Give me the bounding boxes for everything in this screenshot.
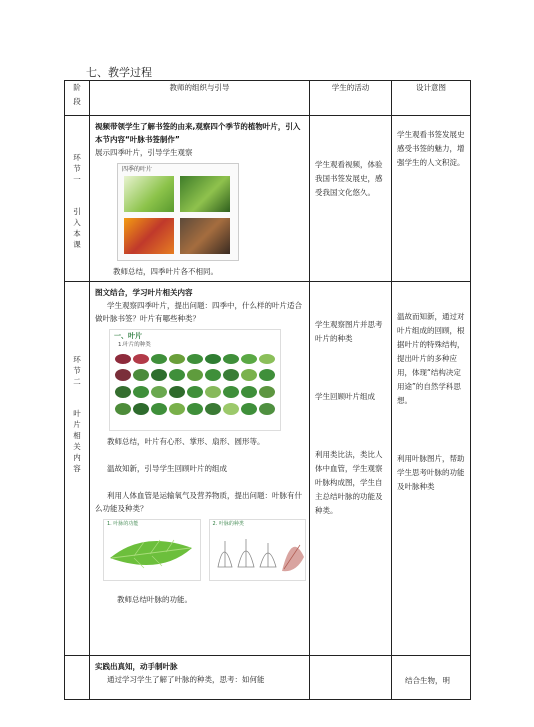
student-cell-1 [310,116,392,282]
autumn-leaf-photo [124,218,174,254]
teacher-cell-3 [90,656,310,700]
intent-cell-3 [392,656,471,700]
vein-function-panel [103,519,201,581]
teacher-line: 通过学习学生了解了叶脉的种类，思考：如何能 [107,675,265,684]
winter-leaf-photo [180,218,230,254]
teacher-line: 展示四季叶片，引导学生观察 [95,148,193,157]
teacher-cell-1 [90,116,310,282]
four-seasons-title: 四季的叶片 [122,166,153,173]
student-activity-text: 学生观察图片并思考叶片的种类 [315,320,383,343]
design-intent-text: 学生观看书签发展史感受书签的魅力，增强学生的人文积淀。 [397,130,465,167]
vein-function-title: 1. 叶脉的功能 [107,521,139,527]
leaf-types-image [109,329,306,431]
four-seasons-image [117,163,306,261]
student-activity-text: 利用类比法，类比人体中血管，学生观察叶脉构成图，学生自主总结叶脉的功能及种类。 [315,450,383,515]
vein-types-illustration [210,527,306,579]
leaf-types-panel [109,329,281,431]
stage-label-bottom: 叶片相关内容 [73,409,81,473]
teacher-cell-2 [90,282,310,656]
stage-cell-2 [65,282,90,656]
teacher-line: 视频带领学生了解书签的由来,观察四个季节的植物叶片，引入本节内容“叶脉书签制作” [95,122,301,144]
stage-cell-3 [65,656,90,700]
header-intent: 设计意图 [392,81,471,116]
teacher-line: 学生观察四季叶片，提出问题：四季中，什么样的叶片适合做叶脉书签？叶片有哪些种类？ [95,301,302,323]
teacher-line: 利用人体血管是运输氧气及营养物质，提出问题：叶脉有什么功能及种类？ [95,491,302,513]
table-row [65,656,471,700]
teacher-line: 教师总结，四季叶片各不相同。 [113,267,218,276]
spring-leaf-photo [124,176,174,212]
leaf-panel-subtitle: 1.叶片的种类 [118,342,151,348]
teacher-line: 实践出真知，动手制叶脉 [95,662,178,671]
leaf-grid-illustration [111,351,279,429]
teacher-line: 温故知新，引导学生回顾叶片的组成 [107,464,227,473]
design-intent-text: 利用叶脉图片，帮助学生思考叶脉的功能及叶脉种类 [397,454,465,491]
table-row [65,116,471,282]
header-student: 学生的活动 [310,81,392,116]
leaf-panel-title: 一、叶片 [114,332,142,340]
stage-label-top: 环节二 [73,355,81,386]
teacher-line: 教师总结叶脉的功能。 [117,595,192,604]
header-teacher: 教师的组织与引导 [90,81,310,116]
design-intent-text: 结合生物，明 [405,676,450,685]
header-stage: 阶段 [65,81,90,116]
section-title: 七、教学过程 [86,66,152,79]
student-cell-3 [310,656,392,700]
design-intent-text: 温故而知新，通过对叶片组成的回顾，根据叶片的特殊结构，提出叶片的多种应用，体现“结构决定用途”的自然学科思想。 [397,312,465,405]
vein-types-panel [209,519,307,581]
vein-leaf-illustration [104,528,200,578]
stage-label-top: 环节一 [73,153,81,184]
table-row [65,282,471,656]
intent-cell-2 [392,282,471,656]
four-seasons-panel [117,163,239,261]
intent-cell-1 [392,116,471,282]
table-header-row [65,81,471,116]
teacher-line: 图文结合，学习叶片相关内容 [95,288,193,297]
teacher-line: 教师总结，叶片有心形、掌形、扇形、圆形等。 [107,437,265,446]
student-cell-2 [310,282,392,656]
stage-cell-1 [65,116,90,282]
student-activity-text: 学生观看视频，体验我国书签发展史，感受我国文化悠久。 [315,160,383,197]
teaching-process-table [64,80,471,700]
student-activity-text: 学生回顾叶片组成 [315,392,375,401]
leaf-vein-images [103,519,306,581]
stage-label-bottom: 引入本课 [73,207,81,249]
vein-types-title: 2. 叶脉的种类 [212,521,244,527]
summer-leaf-photo [180,176,230,212]
